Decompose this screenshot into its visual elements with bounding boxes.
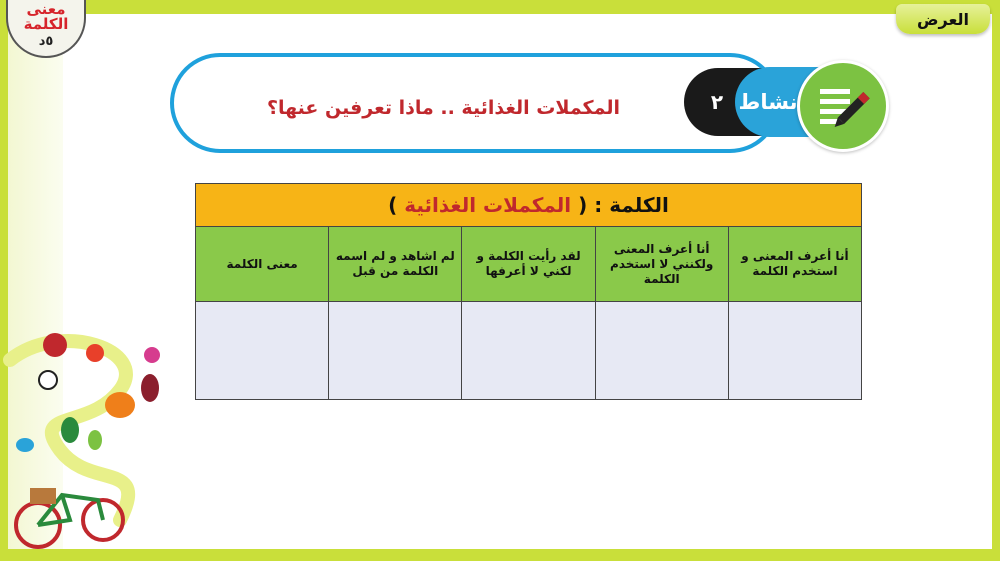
table-title-prefix: الكلمة : ( [578, 193, 669, 217]
activity-question-text: المكملات الغذائية .. ماذا تعرفين عنها؟ [266, 97, 620, 119]
answer-cell-know-and-use[interactable] [728, 302, 861, 400]
header-know-and-use: أنا أعرف المعنى و استخدم الكلمة [728, 227, 861, 302]
header-know-not-use: أنا أعرف المعنى ولكنني لا استخدم الكلمة [595, 227, 728, 302]
activity-label: نشاط [738, 90, 798, 114]
table-title-suffix: ) [388, 193, 398, 217]
table-title-cell [196, 184, 862, 227]
answer-cell-word-meaning[interactable] [196, 302, 329, 400]
word-knowledge-table [195, 183, 862, 400]
top-frame-bar [0, 0, 1000, 14]
pencil-lines-icon [797, 60, 889, 152]
activity-number: ٢ [710, 90, 724, 114]
table-title-word: المكملات الغذائية [404, 193, 572, 217]
header-never-seen: لم اشاهد و لم اسمه الكلمة من قبل [329, 227, 462, 302]
answer-cell-never-seen[interactable] [329, 302, 462, 400]
bicycle-icon [16, 488, 123, 547]
right-frame-bar [992, 0, 1000, 561]
display-tab-button[interactable]: العرض [896, 4, 990, 34]
answer-cell-seen-not-know[interactable] [462, 302, 595, 400]
badge-line-2: الكلمة [23, 15, 69, 33]
answer-cell-know-not-use[interactable] [595, 302, 728, 400]
header-word-meaning: معنى الكلمة [196, 227, 329, 302]
header-seen-not-know: لقد رأيت الكلمة و لكني لا أعرفها [462, 227, 595, 302]
vegetables-decoration [0, 320, 180, 555]
badge-time: ٥د [38, 34, 54, 49]
badge-line-1: معنى [26, 0, 66, 18]
